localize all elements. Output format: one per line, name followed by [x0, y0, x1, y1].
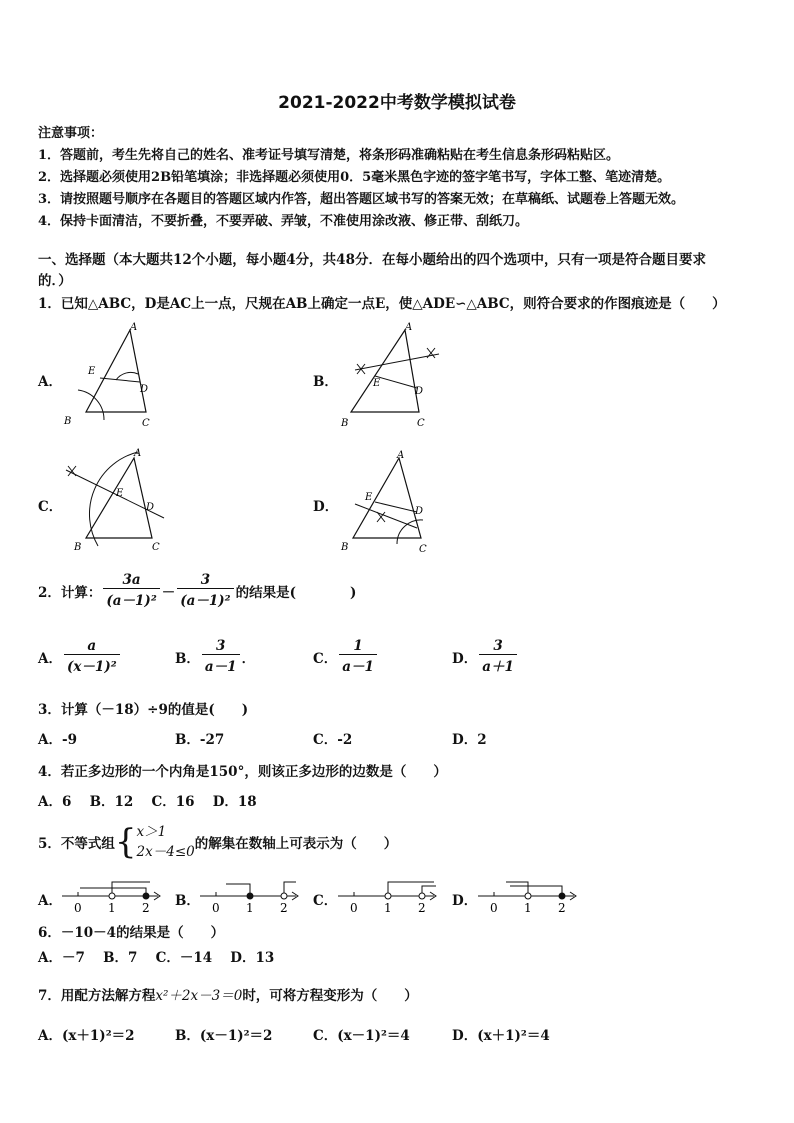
tick-0: 0 — [490, 901, 498, 915]
q2-frac1-denominator: (a－1)² — [103, 588, 159, 609]
q5-stem — [38, 822, 397, 862]
note-item-4: 4．保持卡面清洁，不要折叠，不要弄破、弄皱，不准使用涂改液、修正带、刮纸刀。 — [38, 214, 529, 229]
numerator: 1 — [353, 638, 363, 654]
q4-options[interactable]: A．6 B．12 C．16 D．18 — [38, 794, 257, 810]
q3-option-d[interactable]: D．2 — [452, 732, 487, 748]
label-a: A — [405, 322, 413, 333]
q5-option-c[interactable]: C． — [313, 893, 338, 909]
tick-2: 2 — [142, 901, 150, 915]
q1-option-d[interactable]: D． — [313, 499, 339, 515]
label-b: B — [64, 416, 72, 427]
note-item-3: 3．请按照题号顺序在各题目的答题区域内作答，超出答题区域书写的答案无效；在草稿纸、试题卷上答题无效。 — [38, 192, 685, 207]
label-d: D — [415, 386, 424, 397]
q5-inequality-1: x＞1 — [136, 824, 167, 840]
label-e: E — [373, 378, 381, 389]
label-d: D — [146, 502, 155, 513]
label-e: E — [88, 366, 96, 377]
denominator: a＋1 — [479, 654, 517, 675]
option-fraction — [202, 638, 240, 675]
q1-option-c[interactable]: C． — [38, 499, 63, 515]
q2-frac2-numerator: 3 — [200, 572, 211, 588]
tick-2: 2 — [558, 901, 566, 915]
numerator: a — [87, 638, 97, 654]
tick-2: 2 — [418, 901, 426, 915]
q1-figure-b — [335, 322, 450, 430]
label-e: E — [116, 488, 124, 499]
label-d: D — [415, 506, 424, 517]
q7-option-c[interactable]: C．(x－1)²＝4 — [313, 1028, 410, 1044]
q7-stem-b: 时，可将方程变形为（ ） — [242, 988, 418, 1004]
label-a: A — [397, 450, 405, 461]
q1-option-a[interactable]: A． — [38, 374, 62, 390]
option-tail: ． — [241, 650, 256, 667]
denominator: a－1 — [339, 654, 377, 675]
q7-equation: x²＋2x－3＝0 — [155, 988, 243, 1004]
q2-stem — [38, 572, 356, 609]
section-line-1: 一、选择题（本大题共12个小题，每小题4分，共48分．在每小题给出的四个选项中，只有一项是符合题目要求 — [38, 252, 706, 268]
option-label: B． — [175, 650, 200, 667]
q3-option-c[interactable]: C．-2 — [313, 732, 353, 748]
q3-option-a[interactable]: A．-9 — [38, 732, 77, 748]
option-label: A． — [38, 650, 62, 667]
tick-1: 1 — [384, 901, 392, 915]
q2-option-a[interactable] — [38, 638, 122, 675]
q6-options[interactable]: A．－7 B．7 C．－14 D．13 — [38, 950, 275, 966]
q7-stem-a: 7．用配方法解方程 — [38, 988, 156, 1004]
note-item-2: 2．选择题必须使用2B铅笔填涂；非选择题必须使用0．5毫米黑色字迹的签字笔书写，字体工整、笔迹清楚。 — [38, 170, 671, 185]
q2-fraction-1 — [103, 572, 159, 609]
q5-option-a[interactable]: A． — [38, 893, 62, 909]
option-fraction — [479, 638, 517, 675]
section-line-2: 的．） — [38, 273, 72, 289]
q5-option-d[interactable]: D． — [452, 893, 478, 909]
q2-frac2-denominator: (a－1)² — [177, 588, 233, 609]
q2-fraction-2 — [177, 572, 233, 609]
q2-option-c[interactable] — [313, 638, 379, 675]
label-a: A — [134, 448, 142, 459]
q3-stem: 3．计算（－18）÷9的值是( ) — [38, 702, 249, 718]
brace-icon: { — [114, 822, 137, 862]
q5-system — [115, 822, 195, 862]
q5-inequality-2: 2x－4≤0 — [136, 844, 195, 860]
label-d: D — [140, 384, 149, 395]
q1-figure-a — [58, 322, 168, 430]
q5-numberline-d — [474, 874, 582, 916]
q2-suffix: 的结果是( ) — [235, 584, 357, 601]
tick-0: 0 — [350, 901, 358, 915]
q5-numberline-b — [196, 874, 304, 916]
q5-numberline-a — [58, 874, 166, 916]
tick-0: 0 — [212, 901, 220, 915]
notes-heading: 注意事项： — [38, 126, 104, 141]
label-c: C — [417, 418, 425, 429]
q7-stem — [38, 984, 418, 1004]
q1-stem: 1．已知△ABC，D是AC上一点，尺规在AB上确定一点E，使△ADE∽△ABC，则符合要求的作图痕迹是（ ） — [38, 296, 726, 312]
denominator: a－1 — [202, 654, 240, 675]
q7-option-a[interactable]: A．(x＋1)²＝2 — [38, 1028, 135, 1044]
q6-stem: 6．－10－4的结果是（ ） — [38, 925, 225, 941]
q2-option-b[interactable] — [175, 638, 255, 675]
label-b: B — [341, 418, 349, 429]
q7-option-d[interactable]: D．(x＋1)²＝4 — [452, 1028, 550, 1044]
q5-suffix: 的解集在数轴上可表示为（ ） — [194, 836, 398, 852]
option-fraction — [64, 638, 120, 675]
label-c: C — [419, 544, 427, 555]
q3-option-b[interactable]: B．-27 — [175, 732, 225, 748]
label-b: B — [74, 542, 82, 553]
tick-2: 2 — [280, 901, 288, 915]
label-b: B — [341, 542, 349, 553]
q2-option-d[interactable] — [452, 638, 519, 675]
q4-stem: 4．若正多边形的一个内角是150°，则该正多边形的边数是（ ） — [38, 764, 447, 780]
label-c: C — [152, 542, 160, 553]
q5-prefix: 5．不等式组 — [38, 836, 115, 852]
option-label: D． — [452, 650, 478, 667]
option-label: C． — [313, 650, 338, 667]
label-e: E — [365, 492, 373, 503]
tick-1: 1 — [246, 901, 254, 915]
q2-prefix: 2．计算： — [38, 584, 102, 601]
q2-frac1-numerator: 3a — [122, 572, 141, 588]
q1-option-b[interactable]: B． — [313, 374, 338, 390]
q7-option-b[interactable]: B．(x－1)²＝2 — [175, 1028, 273, 1044]
label-c: C — [142, 418, 150, 429]
page-title: 2021-2022中考数学模拟试卷 — [278, 93, 516, 113]
q1-figure-c — [58, 448, 173, 558]
q5-option-b[interactable]: B． — [175, 893, 200, 909]
denominator: (x－1)² — [64, 654, 120, 675]
q5-numberline-c — [334, 874, 442, 916]
tick-0: 0 — [74, 901, 82, 915]
q1-figure-d — [335, 448, 450, 558]
numerator: 3 — [216, 638, 226, 654]
option-fraction — [339, 638, 377, 675]
tick-1: 1 — [108, 901, 116, 915]
tick-1: 1 — [524, 901, 532, 915]
label-a: A — [130, 322, 138, 333]
note-item-1: 1．答题前，考生先将自己的姓名、准考证号填写清楚，将条形码准确粘贴在考生信息条形码粘贴区。 — [38, 148, 620, 163]
q2-minus: － — [161, 584, 176, 601]
numerator: 3 — [493, 638, 503, 654]
